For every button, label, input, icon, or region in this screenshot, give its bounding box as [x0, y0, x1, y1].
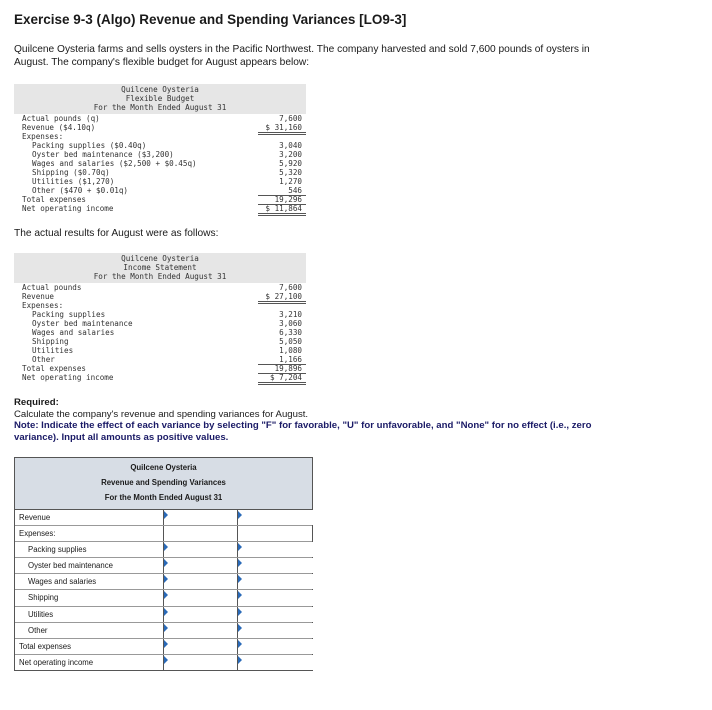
intro-paragraph: Quilcene Oysteria farms and sells oysters in the Pacific Northwest. The company harvested and sold 7,600 pounds of oysters in August. The company's flexible budget for August appears below: — [14, 44, 590, 68]
utilities-amount-input[interactable] — [163, 607, 238, 622]
revenue-label: Revenue — [19, 513, 51, 522]
row-label: Total expenses — [22, 363, 87, 373]
statement-row — [14, 292, 306, 301]
wages-and-salaries-amount-input[interactable] — [163, 574, 238, 589]
statement-row — [14, 328, 306, 337]
packing-supplies-effect-dropdown[interactable] — [237, 542, 313, 557]
total-expenses-amount-input[interactable] — [163, 639, 238, 654]
variance-table — [14, 457, 313, 671]
statement-row — [14, 177, 306, 186]
row-value: 5,050 — [279, 336, 302, 346]
row-value: 1,166 — [258, 355, 306, 365]
row-value: 7,600 — [279, 113, 302, 123]
packing-supplies-label: Packing supplies — [28, 545, 87, 555]
shipping-effect-dropdown[interactable] — [237, 590, 313, 605]
statement-row — [14, 123, 306, 132]
statement-row — [14, 150, 306, 159]
net-operating-income-label: Net operating income — [19, 657, 94, 667]
row-label: Actual pounds (q) — [22, 113, 100, 123]
row-value: 19,296 — [258, 195, 306, 205]
variance-table-header — [15, 458, 312, 510]
row-label: Net operating income — [22, 203, 114, 213]
row-label: Shipping — [32, 336, 69, 346]
row-label: Revenue ($4.10q) — [22, 122, 96, 132]
wages-and-salaries-label: Wages and salaries — [28, 577, 97, 587]
table-row — [15, 639, 312, 655]
statement-row — [14, 114, 306, 123]
row-label: Packing supplies — [32, 309, 106, 319]
statement-row — [14, 168, 306, 177]
row-label: Utilities — [32, 345, 74, 355]
row-value: 1,270 — [279, 176, 302, 186]
company-name: Quilcene Oysteria — [130, 463, 197, 472]
statement-row — [14, 346, 306, 355]
required-section — [14, 397, 614, 443]
table-row — [15, 574, 312, 590]
required-text: Calculate the company's revenue and spending variances for August. — [14, 408, 309, 420]
row-label: Utilities ($1,270) — [32, 176, 115, 186]
statement-period: For the Month Ended August 31 — [93, 102, 227, 112]
net-operating-income-effect-dropdown[interactable] — [237, 655, 313, 670]
statement-name: Income Statement — [123, 262, 197, 272]
row-value: 3,040 — [279, 140, 302, 150]
packing-supplies-amount-input[interactable] — [163, 542, 238, 557]
row-value: 19,896 — [258, 364, 306, 374]
oyster-bed-maintenance-effect-dropdown[interactable] — [237, 558, 313, 573]
row-value: 3,210 — [279, 309, 302, 319]
row-label: Wages and salaries — [32, 327, 115, 337]
statement-row — [14, 319, 306, 328]
actual-results-text: The actual results for August were as follows: — [14, 228, 219, 239]
row-value: 3,060 — [279, 318, 302, 328]
row-label: Oyster bed maintenance ($3,200) — [32, 149, 174, 159]
empty-cell — [237, 526, 313, 541]
other-amount-input[interactable] — [163, 623, 238, 638]
row-value: 6,330 — [279, 327, 302, 337]
table-row — [15, 558, 312, 574]
row-label: Other — [32, 354, 55, 364]
statement-row — [14, 364, 306, 373]
income-statement-header — [14, 253, 306, 283]
statement-row — [14, 283, 306, 292]
row-label: Actual pounds — [22, 282, 82, 292]
utilities-label: Utilities — [28, 609, 54, 619]
row-label: Total expenses — [22, 194, 87, 204]
statement-row — [14, 310, 306, 319]
table-row — [15, 510, 312, 526]
row-label: Revenue — [22, 291, 55, 301]
total-expenses-label: Total expenses — [19, 641, 72, 651]
row-label: Net operating income — [22, 372, 114, 382]
statement-row — [14, 186, 306, 195]
flexible-budget-header — [14, 84, 306, 114]
row-value: 546 — [258, 186, 306, 196]
wages-and-salaries-effect-dropdown[interactable] — [237, 574, 313, 589]
row-value: 7,600 — [279, 282, 302, 292]
row-value: $ 7,204 — [258, 373, 306, 385]
expenses-label: Expenses: — [19, 529, 56, 539]
statement-row — [14, 132, 306, 141]
table-row — [15, 590, 312, 606]
income-statement — [14, 253, 306, 382]
other-effect-dropdown[interactable] — [237, 623, 313, 638]
row-value: 1,080 — [279, 345, 302, 355]
required-heading: Required: — [14, 397, 59, 408]
statement-row — [14, 195, 306, 204]
row-value: $ 27,100 — [258, 292, 306, 304]
table-row — [15, 542, 312, 558]
revenue-amount-input[interactable] — [163, 510, 238, 525]
row-label: Expenses: — [22, 300, 64, 310]
row-label: Packing supplies ($0.40q) — [32, 140, 147, 150]
row-value: 5,920 — [279, 158, 302, 168]
table-row — [15, 607, 312, 623]
statement-period: For the Month Ended August 31 — [104, 493, 223, 502]
exercise-title: Exercise 9-3 (Algo) Revenue and Spending Variances [LO9-3] — [14, 12, 407, 27]
row-label: Expenses: — [22, 131, 64, 141]
revenue-effect-dropdown[interactable] — [237, 510, 313, 525]
statement-row — [14, 301, 306, 310]
oyster-bed-maintenance-label: Oyster bed maintenance — [28, 561, 113, 571]
statement-row — [14, 204, 306, 213]
shipping-label: Shipping — [28, 593, 59, 603]
row-value: 5,320 — [279, 167, 302, 177]
row-label: Shipping ($0.70q) — [32, 167, 110, 177]
statement-row — [14, 337, 306, 346]
oyster-bed-maintenance-amount-input[interactable] — [163, 558, 238, 573]
row-value: 3,200 — [279, 149, 302, 159]
row-label: Other ($470 + $0.01q) — [32, 185, 129, 195]
row-label: Oyster bed maintenance — [32, 318, 133, 328]
shipping-amount-input[interactable] — [163, 590, 238, 605]
company-name: Quilcene Oysteria — [121, 254, 199, 263]
other-label: Other — [28, 625, 48, 635]
statement-row — [14, 141, 306, 150]
company-name: Quilcene Oysteria — [121, 85, 199, 94]
statement-name: Revenue and Spending Variances — [101, 478, 226, 487]
table-row — [15, 655, 312, 670]
utilities-effect-dropdown[interactable] — [237, 607, 313, 622]
row-value: $ 11,864 — [258, 204, 306, 216]
flexible-budget-statement — [14, 84, 306, 213]
statement-row — [14, 355, 306, 364]
row-value: $ 31,160 — [258, 123, 306, 135]
row-label: Wages and salaries ($2,500 + $0.45q) — [32, 158, 197, 168]
statement-row — [14, 159, 306, 168]
table-row — [15, 526, 312, 542]
statement-name: Flexible Budget — [125, 93, 195, 103]
total-expenses-effect-dropdown[interactable] — [237, 639, 313, 654]
required-note: Note: Indicate the effect of each variance by selecting "F" for favorable, "U" for unfavorable, and "None" for no effect (i.e., zero variance). Input all amounts as positive values. — [14, 420, 592, 443]
statement-row — [14, 373, 306, 382]
statement-period: For the Month Ended August 31 — [93, 271, 227, 281]
table-row — [15, 623, 312, 639]
net-operating-income-amount-input[interactable] — [163, 655, 238, 670]
empty-cell — [163, 526, 238, 541]
